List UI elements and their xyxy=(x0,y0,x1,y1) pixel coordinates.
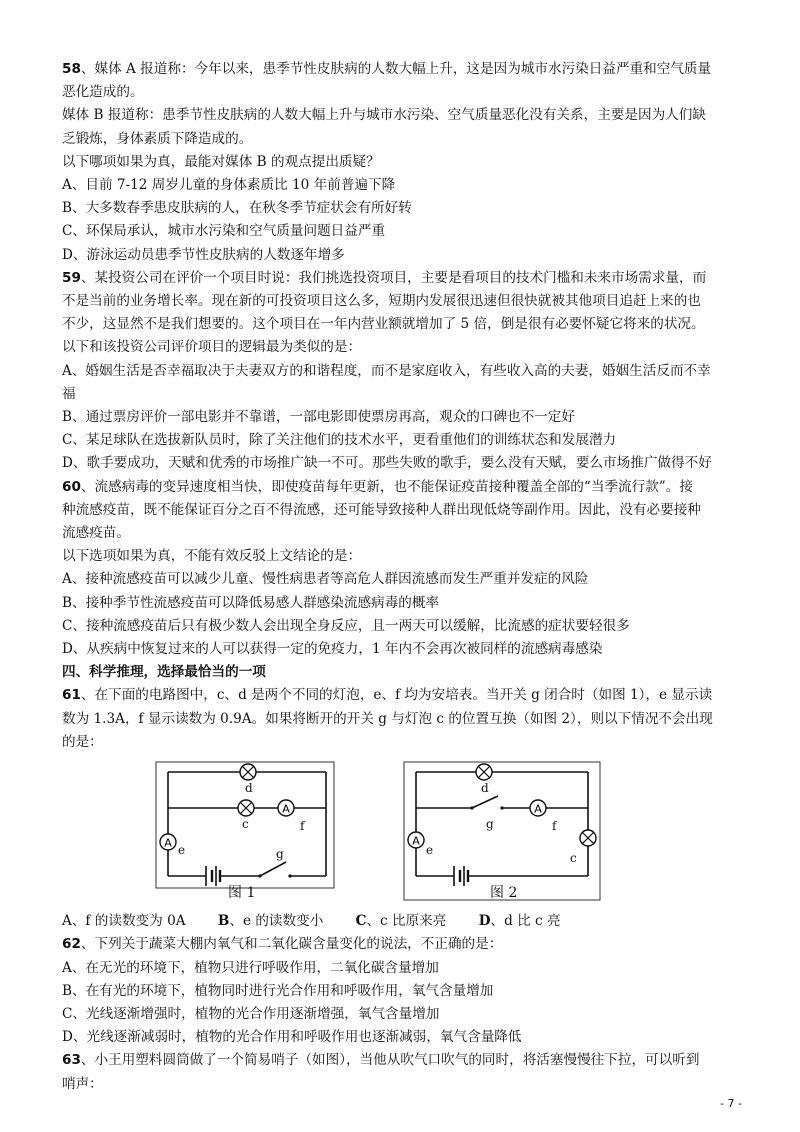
svg-text:A: A xyxy=(282,802,290,816)
label-f: f xyxy=(552,819,557,834)
svg-text:A: A xyxy=(534,802,542,816)
bulb-d-icon xyxy=(476,764,492,780)
question-number: 61 xyxy=(62,687,81,704)
label-d: d xyxy=(245,781,253,796)
option-a: A、目前 7-12 周岁儿童的身体素质比 10 年前普遍下降 xyxy=(62,177,396,194)
label-c: c xyxy=(570,851,577,866)
question-prompt: 以下选项如果为真，不能有效反驳上文结论的是： xyxy=(62,548,362,565)
label-c: c xyxy=(242,817,249,832)
label-f: f xyxy=(300,819,305,834)
circuit-figures xyxy=(62,758,752,908)
label-g: g xyxy=(276,847,284,862)
label-d: d xyxy=(481,781,489,796)
bulb-d-icon xyxy=(240,764,256,780)
figure-1-caption: 图 1 xyxy=(228,885,256,902)
label-e: e xyxy=(426,843,434,858)
page-number: - 7 - xyxy=(720,1097,742,1110)
question-stem-line: 种流感疫苗，既不能保证百分之百不得流感，还可能导致接种人群出现低烧等副作用。因此，没有必要接种 xyxy=(62,501,701,518)
question-prompt: 以下哪项如果为真，最能对媒体 B 的观点提出质疑？ xyxy=(62,153,380,170)
question-stem-line: 58、媒体 A 报道称：今年以来，患季节性皮肤病的人数大幅上升，这是因为城市水污染日益严重和空气质量 xyxy=(62,61,712,77)
option-b: B、大多数春季患皮肤病的人，在秋冬季节症状会有所好转 xyxy=(62,200,412,217)
question-stem-line: 62、下列关于蔬菜大棚内氧气和二氧化碳含量变化的说法，不正确的是： xyxy=(62,936,503,953)
option-d: D、光线逐渐减弱时，植物的光合作用和呼吸作用也逐渐减弱，氧气含量降低 xyxy=(62,1029,522,1046)
question-number: 60 xyxy=(62,478,81,495)
question-stem-line: 的是： xyxy=(62,733,103,750)
switch-g-contact xyxy=(470,806,473,809)
question-stem-line: 恶化造成的。 xyxy=(62,84,144,101)
option-c: C、环保局承认，城市水污染和空气质量问题日益严重 xyxy=(62,223,386,240)
option-c: C、光线逐渐增强时，植物的光合作用逐渐增强，氧气含量增加 xyxy=(62,1005,440,1022)
figure-frame xyxy=(404,762,600,900)
switch-g-contact xyxy=(288,874,291,877)
label-g: g xyxy=(486,817,494,832)
question-60 xyxy=(62,476,752,662)
ammeter-f-icon xyxy=(278,800,294,816)
question-stem-line: 59、某投资公司在评价一个项目时说：我们挑选投资项目，主要是看项目的技术门槛和未来市场需求量，而 xyxy=(62,269,707,286)
question-number: 63 xyxy=(62,1052,81,1069)
question-63 xyxy=(62,1049,752,1095)
question-58 xyxy=(62,58,752,267)
question-prompt: 以下和该投资公司评价项目的逻辑最为类似的是： xyxy=(62,339,362,356)
exam-page xyxy=(62,58,752,1096)
svg-text:A: A xyxy=(412,834,420,848)
question-61 xyxy=(62,684,752,933)
question-stem-line: 60、流感病毒的变异速度相当快，即使疫苗每年更新，也不能保证疫苗接种覆盖全部的“当季流行款”。接 xyxy=(62,478,693,495)
option-b: B、接种季节性流感疫苗可以降低易感人群感染流感病毒的概率 xyxy=(62,594,440,611)
question-number: 62 xyxy=(62,936,81,953)
question-62 xyxy=(62,933,752,1049)
option-d: D、从疾病中恢复过来的人可以获得一定的免疫力，1 年内不会再次被同样的流感病毒感染 xyxy=(62,641,603,658)
question-stem-line: 63、小王用塑料圆筒做了一个简易哨子（如图），当他从吹气口吹气的同时，将活塞慢慢往下拉，可以听到 xyxy=(62,1052,700,1069)
option-a: A、f 的读数变为 0A xyxy=(62,913,186,930)
question-stem-line: 乏锻炼，身体素质下降造成的。 xyxy=(62,130,253,147)
question-stem-line: 61、在下面的电路图中，c、d 是两个不同的灯泡，e、f 均为安培表。当开关 g 闭合时（如图 1），e 显示读 xyxy=(62,687,713,704)
option-c: C、c 比原来亮 xyxy=(355,913,447,930)
question-stem-line: 数为 1.3A，f 显示读数为 0.9A。如果将断开的开关 g 与灯泡 c 的位置互换（如图 2），则以下情况不会出现 xyxy=(62,710,713,727)
question-stem-line: 不是当前的业务增长率。现在新的可投资项目这么多，短期内发展很迅速但很快就被其他项目追赶上来的也 xyxy=(62,293,701,310)
option-a: A、婚姻生活是否幸福取决于夫妻双方的和谐程度，而不是家庭收入，有些收入高的夫妻，婚姻生活反而不幸 xyxy=(62,362,711,379)
svg-text:A: A xyxy=(164,836,172,850)
switch-g-contact xyxy=(258,874,261,877)
question-number: 59 xyxy=(62,269,81,286)
ammeter-f-icon xyxy=(530,800,546,816)
option-a: A、接种流感疫苗可以减少儿童、慢性病患者等高危人群因流感而发生严重并发症的风险 xyxy=(62,571,589,588)
option-d: D、游泳运动员患季节性皮肤病的人数逐年增多 xyxy=(62,246,345,263)
circuit-figure-2 xyxy=(402,758,604,906)
option-d: D、d 比 c 亮 xyxy=(478,913,561,930)
question-stem-line: 流感疫苗。 xyxy=(62,525,130,542)
option-a: A、在无光的环境下，植物只进行呼吸作用，二氧化碳含量增加 xyxy=(62,959,439,976)
question-stem-line: 哨声： xyxy=(62,1075,103,1092)
option-c: C、接种流感疫苗后只有极少数人会出现全身反应，且一两天可以缓解，比流感的症状要轻很多 xyxy=(62,617,630,634)
switch-g-contact xyxy=(500,806,503,809)
question-stem-line: 媒体 B 报道称：患季节性皮肤病的人数大幅上升与城市水污染、空气质量恶化没有关系，主要是因为人们缺 xyxy=(62,107,706,124)
label-e: e xyxy=(178,843,186,858)
section-heading: 四、科学推理，选择最恰当的一项 xyxy=(62,664,266,681)
option-a-continued: 福 xyxy=(62,385,76,402)
question-stem-line: 不少，这显然不是我们想要的。这个项目在一年内营业额就增加了 5 倍，倒是很有必要怀疑它将来的状况。 xyxy=(62,316,705,333)
option-c: C、某足球队在选拔新队员时，除了关注他们的技术水平，更看重他们的训练状态和发展潜力 xyxy=(62,432,617,449)
question-number: 58 xyxy=(62,61,81,77)
option-b: B、通过票房评价一部电影并不靠谱，一部电影即使票房再高，观众的口碑也不一定好 xyxy=(62,409,575,426)
option-d: D、歌手要成功，天赋和优秀的市场推广缺一不可。那些失败的歌手，要么没有天赋，要么市场推广做得不好 xyxy=(62,455,712,472)
bulb-c-icon xyxy=(238,800,254,816)
question-59 xyxy=(62,267,752,476)
circuit-figure-1 xyxy=(148,758,340,906)
option-b: B、在有光的环境下，植物同时进行光合作用和呼吸作用，氧气含量增加 xyxy=(62,982,494,999)
option-row xyxy=(62,910,752,933)
ammeter-e-icon xyxy=(408,832,424,848)
option-b: B、e 的读数变小 xyxy=(217,913,324,930)
ammeter-e-icon xyxy=(160,834,176,850)
figure-2-caption: 图 2 xyxy=(490,885,518,902)
bulb-c-icon xyxy=(580,830,596,846)
